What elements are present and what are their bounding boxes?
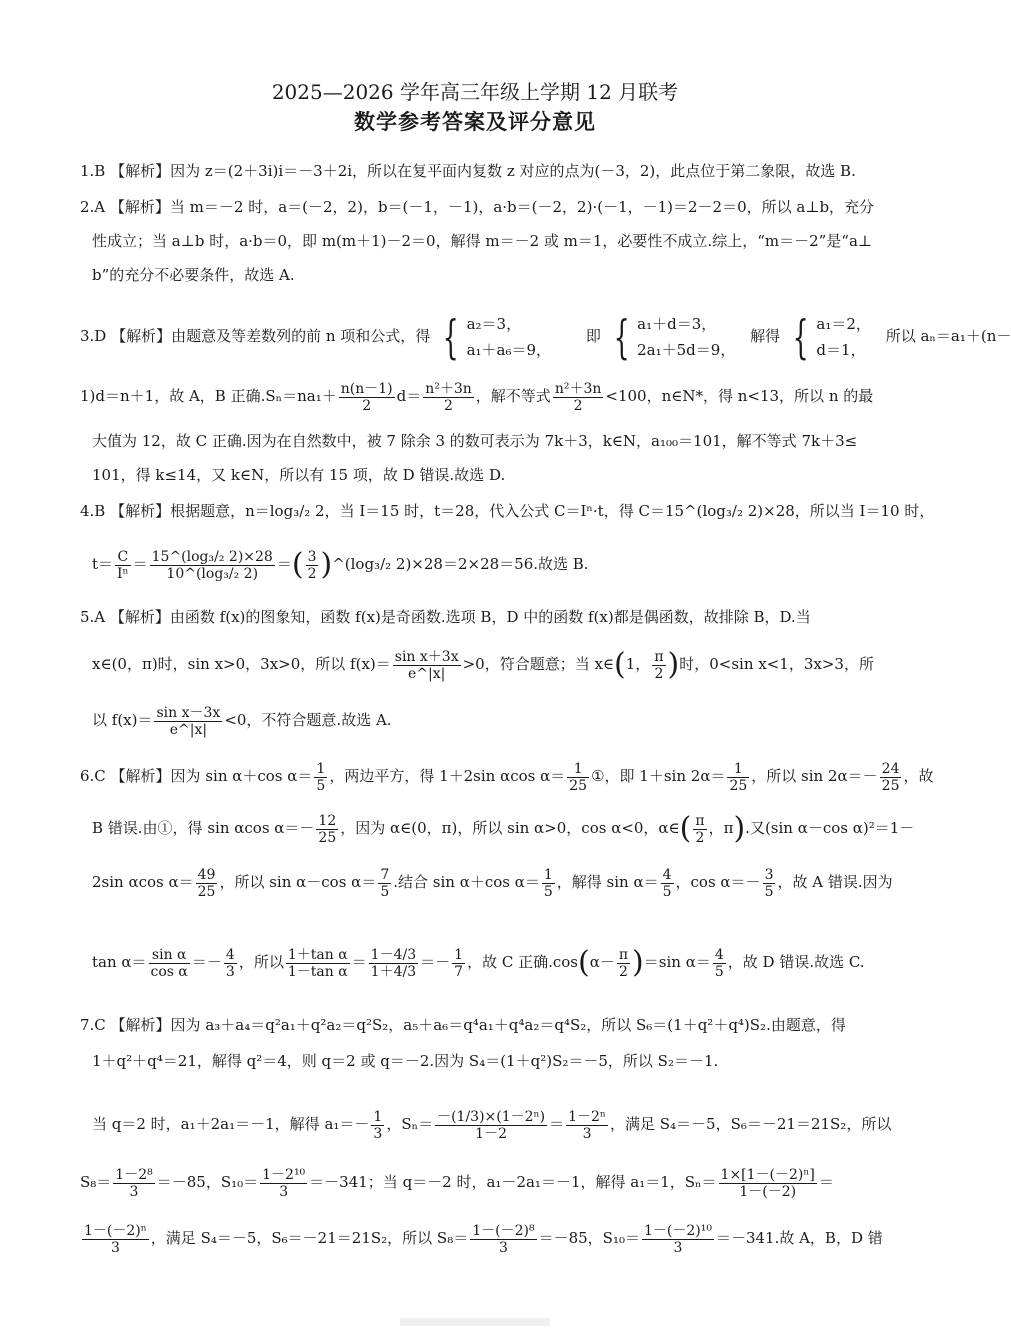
- den: 2: [618, 963, 628, 980]
- q3-intro: 3.D 【解析】由题意及等差数列的前 n 项和公式，得: [80, 327, 431, 345]
- den: 5: [316, 777, 326, 794]
- q7-line-5: [80, 1218, 883, 1258]
- fraction: [542, 867, 555, 900]
- fraction: [393, 649, 461, 682]
- text: ＝sin α＝: [643, 953, 711, 971]
- text: 时，0<sin x<1，3x>3，所: [679, 655, 874, 673]
- paren-right: ): [632, 945, 644, 980]
- text: .又(sin α－cos α)²＝1－: [745, 819, 915, 837]
- text: ，解不等式: [475, 387, 551, 405]
- text: 1，: [625, 655, 651, 673]
- text: ，满足 S₄＝－5，S₆＝－21＝21S₂，所以: [609, 1115, 892, 1133]
- brace-3: {: [792, 310, 809, 364]
- fraction: [661, 867, 674, 900]
- den: 25: [318, 829, 337, 846]
- q6-line-2: [92, 808, 915, 849]
- paren-left: (: [614, 647, 626, 682]
- text: ＝－341；当 q＝－2 时，a₁－2a₁＝－1，解得 a₁＝1，Sₙ＝: [309, 1173, 717, 1191]
- num: π: [618, 946, 629, 963]
- den: 3: [582, 1125, 592, 1142]
- den: 2: [654, 665, 664, 682]
- text: ＝－: [191, 953, 222, 971]
- den: 5: [543, 883, 553, 900]
- fraction: [150, 549, 275, 582]
- text: 1)d＝n＋1，故 A，B 正确.Sₙ＝na₁＋: [80, 387, 337, 405]
- fraction: [617, 947, 630, 980]
- eq: d＝1，: [816, 341, 866, 359]
- num: 1－(－2)¹⁰: [643, 1222, 712, 1239]
- paren-left: (: [291, 547, 304, 582]
- num: 1－(－2)⁸: [472, 1222, 535, 1239]
- num: 49: [197, 866, 216, 883]
- q3-line-2: [80, 378, 880, 414]
- text: ＝－85，S₁₀＝: [538, 1229, 640, 1247]
- text: 6.C 【解析】因为 sin α＋cos α＝: [80, 767, 313, 785]
- paren-left: (: [577, 945, 590, 980]
- fraction: [763, 867, 776, 900]
- den: 3: [498, 1239, 508, 1256]
- q4-line-2: [92, 544, 880, 585]
- text: ，cos α＝－: [675, 873, 761, 891]
- den: 5: [764, 883, 774, 900]
- num: 1: [316, 760, 326, 777]
- text: .结合 sin α＋cos α＝: [393, 873, 540, 891]
- q5-line-3: [92, 700, 880, 740]
- num: 4: [225, 946, 235, 963]
- q3-mid2: 解得: [750, 327, 781, 345]
- den: e^|x|: [408, 665, 446, 682]
- den: cos α: [150, 963, 188, 980]
- text: ，故 D 错误.故选 C.: [727, 953, 865, 971]
- den: 3: [673, 1239, 683, 1256]
- text: tan α＝: [92, 953, 147, 971]
- q7-line-4: [80, 1162, 880, 1202]
- fraction: [727, 761, 749, 794]
- fraction: [693, 813, 706, 846]
- text: x∈(0，π)时，sin x>0，3x>0，所以 f(x)＝: [92, 655, 391, 673]
- text: α－: [589, 953, 615, 971]
- q2-line-1: 2.A 【解析】当 m＝－2 时，a＝(－2，2)，b＝(－1，－1)，a·b＝(－2，2)·(－1，－1)＝2－2＝0，所以 a⊥b，充分: [80, 198, 875, 216]
- den: 3: [225, 963, 235, 980]
- num: 1－2ⁿ: [568, 1108, 606, 1125]
- paren-left: (: [679, 811, 692, 846]
- q2-line-2: 性成立；当 a⊥b 时，a·b＝0，即 m(m＋1)－2＝0，解得 m＝－2 或 m＝1，必要性不成立.综上，“m＝－2”是“a⊥: [92, 232, 873, 250]
- num: 24: [881, 760, 900, 777]
- num: sin α: [149, 947, 190, 964]
- den: Iⁿ: [117, 565, 129, 582]
- q1-line: 1.B 【解析】因为 z＝(2＋3i)i＝－3＋2i，所以在复平面内复数 z 对应的点为(－3，2)，此点位于第二象限，故选 B.: [80, 162, 856, 180]
- num: sin x－3x: [156, 704, 221, 721]
- q2-line-3: b”的充分不必要条件，故选 A.: [92, 266, 295, 284]
- num: sin x＋3x: [394, 648, 459, 665]
- num: π: [654, 648, 664, 665]
- num: 1: [567, 761, 589, 778]
- q7-line-3: [92, 1100, 892, 1148]
- text: >0，符合题意；当 x∈: [462, 655, 615, 673]
- text: ，所以: [238, 953, 284, 971]
- text: ，所以 sin 2α＝－: [751, 767, 878, 785]
- fraction: [371, 1109, 384, 1142]
- fraction: [115, 549, 131, 582]
- faded-footer-mark: [400, 1318, 550, 1326]
- num: 1－2⁸: [115, 1166, 153, 1183]
- text: ＝－85，S₁₀＝: [156, 1173, 259, 1191]
- fraction: [196, 867, 218, 900]
- q7-line-1: 7.C 【解析】因为 a₃＋a₄＝q²a₁＋q²a₂＝q²S₂，a₅＋a₆＝q⁴a₁＋q⁴a₂＝q⁴S₂，所以 S₆＝(1＋q²＋q⁴)S₂.由题意，得: [80, 1016, 846, 1034]
- num: n(n－1): [340, 380, 393, 397]
- fraction: [316, 813, 338, 846]
- paren-right: ): [667, 647, 680, 682]
- num: 15^(log₃/₂ 2)×28: [151, 548, 273, 565]
- den: 2: [362, 397, 372, 414]
- q3-system-1: [467, 311, 551, 363]
- q3-system-2: [637, 311, 735, 363]
- text: ，Sₙ＝: [386, 1115, 434, 1133]
- fraction: [149, 947, 190, 980]
- fraction: [435, 1109, 547, 1142]
- paren-right: ): [733, 811, 746, 846]
- text: ＝: [818, 1173, 834, 1191]
- num: 4: [662, 866, 672, 883]
- text: ，所以 sin α－cos α＝: [219, 873, 377, 891]
- q3-mid1: 即: [585, 327, 601, 345]
- fraction: [260, 1167, 307, 1200]
- den: 10^(log₃/₂ 2): [166, 565, 259, 582]
- text: ＝: [549, 1115, 565, 1133]
- q4-line-1: 4.B 【解析】根据题意，n＝log₃/₂ 2，当 I＝15 时，t＝28，代入公式 C＝Iⁿ·t，得 C＝15^(log₃/₂ 2)×28，所以当 I＝10 时，: [80, 502, 935, 520]
- text: ，π: [708, 819, 734, 837]
- eq: a₂＝3，: [466, 315, 522, 333]
- den: 1－(－2): [739, 1183, 797, 1200]
- den: 1－2: [475, 1125, 507, 1142]
- text: ＝: [351, 953, 367, 971]
- text: ＝: [276, 555, 292, 573]
- den: 2: [307, 565, 317, 582]
- fraction: [566, 1109, 608, 1142]
- q5-line-2: [92, 644, 880, 685]
- fraction: [452, 947, 465, 980]
- fraction: [286, 947, 350, 980]
- fraction: [113, 1167, 154, 1200]
- eq: a₁＋d＝3，: [637, 315, 717, 333]
- den: 25: [881, 777, 900, 794]
- num: n²＋3n: [425, 380, 472, 397]
- fraction: [642, 1223, 714, 1256]
- fraction: [154, 705, 222, 738]
- q3-line-1: [80, 310, 1011, 364]
- num: 1: [373, 1108, 383, 1125]
- eq: a₁＝2，: [816, 315, 871, 333]
- num: 1－2¹⁰: [262, 1166, 306, 1183]
- text: ，因为 α∈(0，π)，所以 sin α>0，cos α<0，α∈: [340, 819, 680, 837]
- fraction: [224, 947, 237, 980]
- fraction: [553, 381, 604, 414]
- text: ^(log₃/₂ 2)×28＝2×28＝56.故选 B.: [332, 555, 589, 573]
- fraction: [470, 1223, 536, 1256]
- brace-1: {: [442, 310, 460, 364]
- text: S₈＝: [80, 1173, 112, 1191]
- text: ①，即 1＋sin 2α＝: [591, 767, 726, 785]
- text: <0，不符合题意.故选 A.: [224, 711, 392, 729]
- paren-right: ): [320, 547, 333, 582]
- exam-title: 2025—2026 学年高三年级上学期 12 月联考: [271, 80, 679, 104]
- q3-tail: 所以 aₙ＝a₁＋(n－: [885, 327, 1011, 345]
- q3-line-4: 101，得 k≤14，又 k∈N，所以有 15 项，故 D 错误.故选 D.: [92, 466, 506, 484]
- text: ，满足 S₄＝－5，S₆＝－21＝21S₂，所以 S₈＝: [150, 1229, 469, 1247]
- num: 1: [543, 866, 553, 883]
- brace-2: {: [613, 310, 630, 364]
- text: ，故 C 正确.cos: [467, 953, 578, 971]
- den: 5: [662, 883, 672, 900]
- text: 当 q＝2 时，a₁＋2a₁＝－1，解得 a₁＝－: [92, 1115, 370, 1133]
- fraction: [339, 381, 395, 414]
- q3-system-3: [816, 311, 871, 363]
- den: 3: [279, 1183, 289, 1200]
- den: 25: [729, 777, 748, 794]
- text: 以 f(x)＝: [92, 711, 153, 729]
- num: －(1/3)×(1－2ⁿ): [437, 1108, 546, 1125]
- num: 1: [454, 946, 464, 963]
- den: 25: [197, 883, 216, 900]
- num: C: [115, 549, 131, 566]
- text: ＝: [132, 555, 148, 573]
- fraction: [713, 947, 726, 980]
- text: <100，n∈N*，得 n<13，所以 n 的最: [605, 387, 874, 405]
- den: 1＋4/3: [370, 963, 417, 980]
- den: 7: [454, 963, 464, 980]
- den: 5: [380, 883, 390, 900]
- q6-line-3: [92, 862, 893, 902]
- text: ，故: [903, 767, 934, 785]
- q7-line-2: 1＋q²＋q⁴＝21，解得 q²＝4，则 q＝2 或 q＝－2.因为 S₄＝(1＋q²)S₂＝－5，所以 S₂＝－1.: [92, 1052, 719, 1070]
- den: 3: [373, 1125, 383, 1142]
- text: ＝－: [420, 953, 451, 971]
- fraction: [423, 381, 474, 414]
- fraction: [567, 761, 589, 794]
- den: 3: [110, 1239, 120, 1256]
- den: 3: [129, 1183, 139, 1200]
- num: 7: [380, 866, 390, 883]
- text: ，两边平方，得 1＋2sin αcos α＝: [329, 767, 566, 785]
- fraction: [314, 761, 327, 794]
- q6-line-4: [92, 938, 880, 987]
- den: 2: [695, 829, 705, 846]
- text: t＝: [92, 555, 114, 573]
- num: 3: [307, 548, 317, 565]
- eq: 2a₁＋5d＝9，: [637, 341, 736, 359]
- q5-line-1: 5.A 【解析】由函数 f(x)的图象知，函数 f(x)是奇函数.选项 B，D 中的函数 f(x)都是偶函数，故排除 B，D.当: [80, 608, 811, 626]
- num: 1－4/3: [370, 946, 417, 963]
- text: ＝－341.故 A，B，D 错: [715, 1229, 883, 1247]
- num: 1－(－2)ⁿ: [84, 1222, 147, 1239]
- fraction: [719, 1167, 817, 1200]
- fraction: [378, 867, 391, 900]
- num: 1×[1－(－2)ⁿ]: [720, 1166, 815, 1183]
- num: π: [695, 812, 705, 829]
- den: 2: [444, 397, 453, 414]
- text: 2sin αcos α＝: [92, 873, 194, 891]
- den: e^|x|: [169, 721, 208, 738]
- text: B 错误.由①，得 sin αcos α＝－: [92, 819, 315, 837]
- num: 1: [727, 761, 749, 778]
- eq: a₁＋a₆＝9，: [466, 341, 552, 359]
- text: ，解得 sin α＝: [556, 873, 659, 891]
- den: 2: [573, 397, 583, 414]
- q6-line-1: [80, 756, 934, 796]
- fraction: [306, 549, 319, 582]
- num: 3: [764, 866, 774, 883]
- den: 1－tan α: [287, 963, 348, 980]
- fraction: [82, 1223, 149, 1256]
- num: n²＋3n: [554, 380, 602, 397]
- fraction: [880, 761, 902, 794]
- text: d＝: [396, 387, 422, 405]
- num: 12: [318, 812, 337, 829]
- num: 1＋tan α: [287, 946, 348, 963]
- fraction: [652, 649, 665, 682]
- answer-key-title: 数学参考答案及评分意见: [354, 109, 596, 134]
- fraction: [369, 947, 418, 980]
- text: ，故 A 错误.因为: [777, 873, 893, 891]
- den: 25: [569, 777, 588, 794]
- num: 4: [714, 946, 724, 963]
- den: 5: [714, 963, 724, 980]
- q3-line-3: 大值为 12，故 C 正确.因为在自然数中，被 7 除余 3 的数可表示为 7k＋3，k∈N，a₁₀₀＝101，解不等式 7k＋3≤: [92, 432, 858, 450]
